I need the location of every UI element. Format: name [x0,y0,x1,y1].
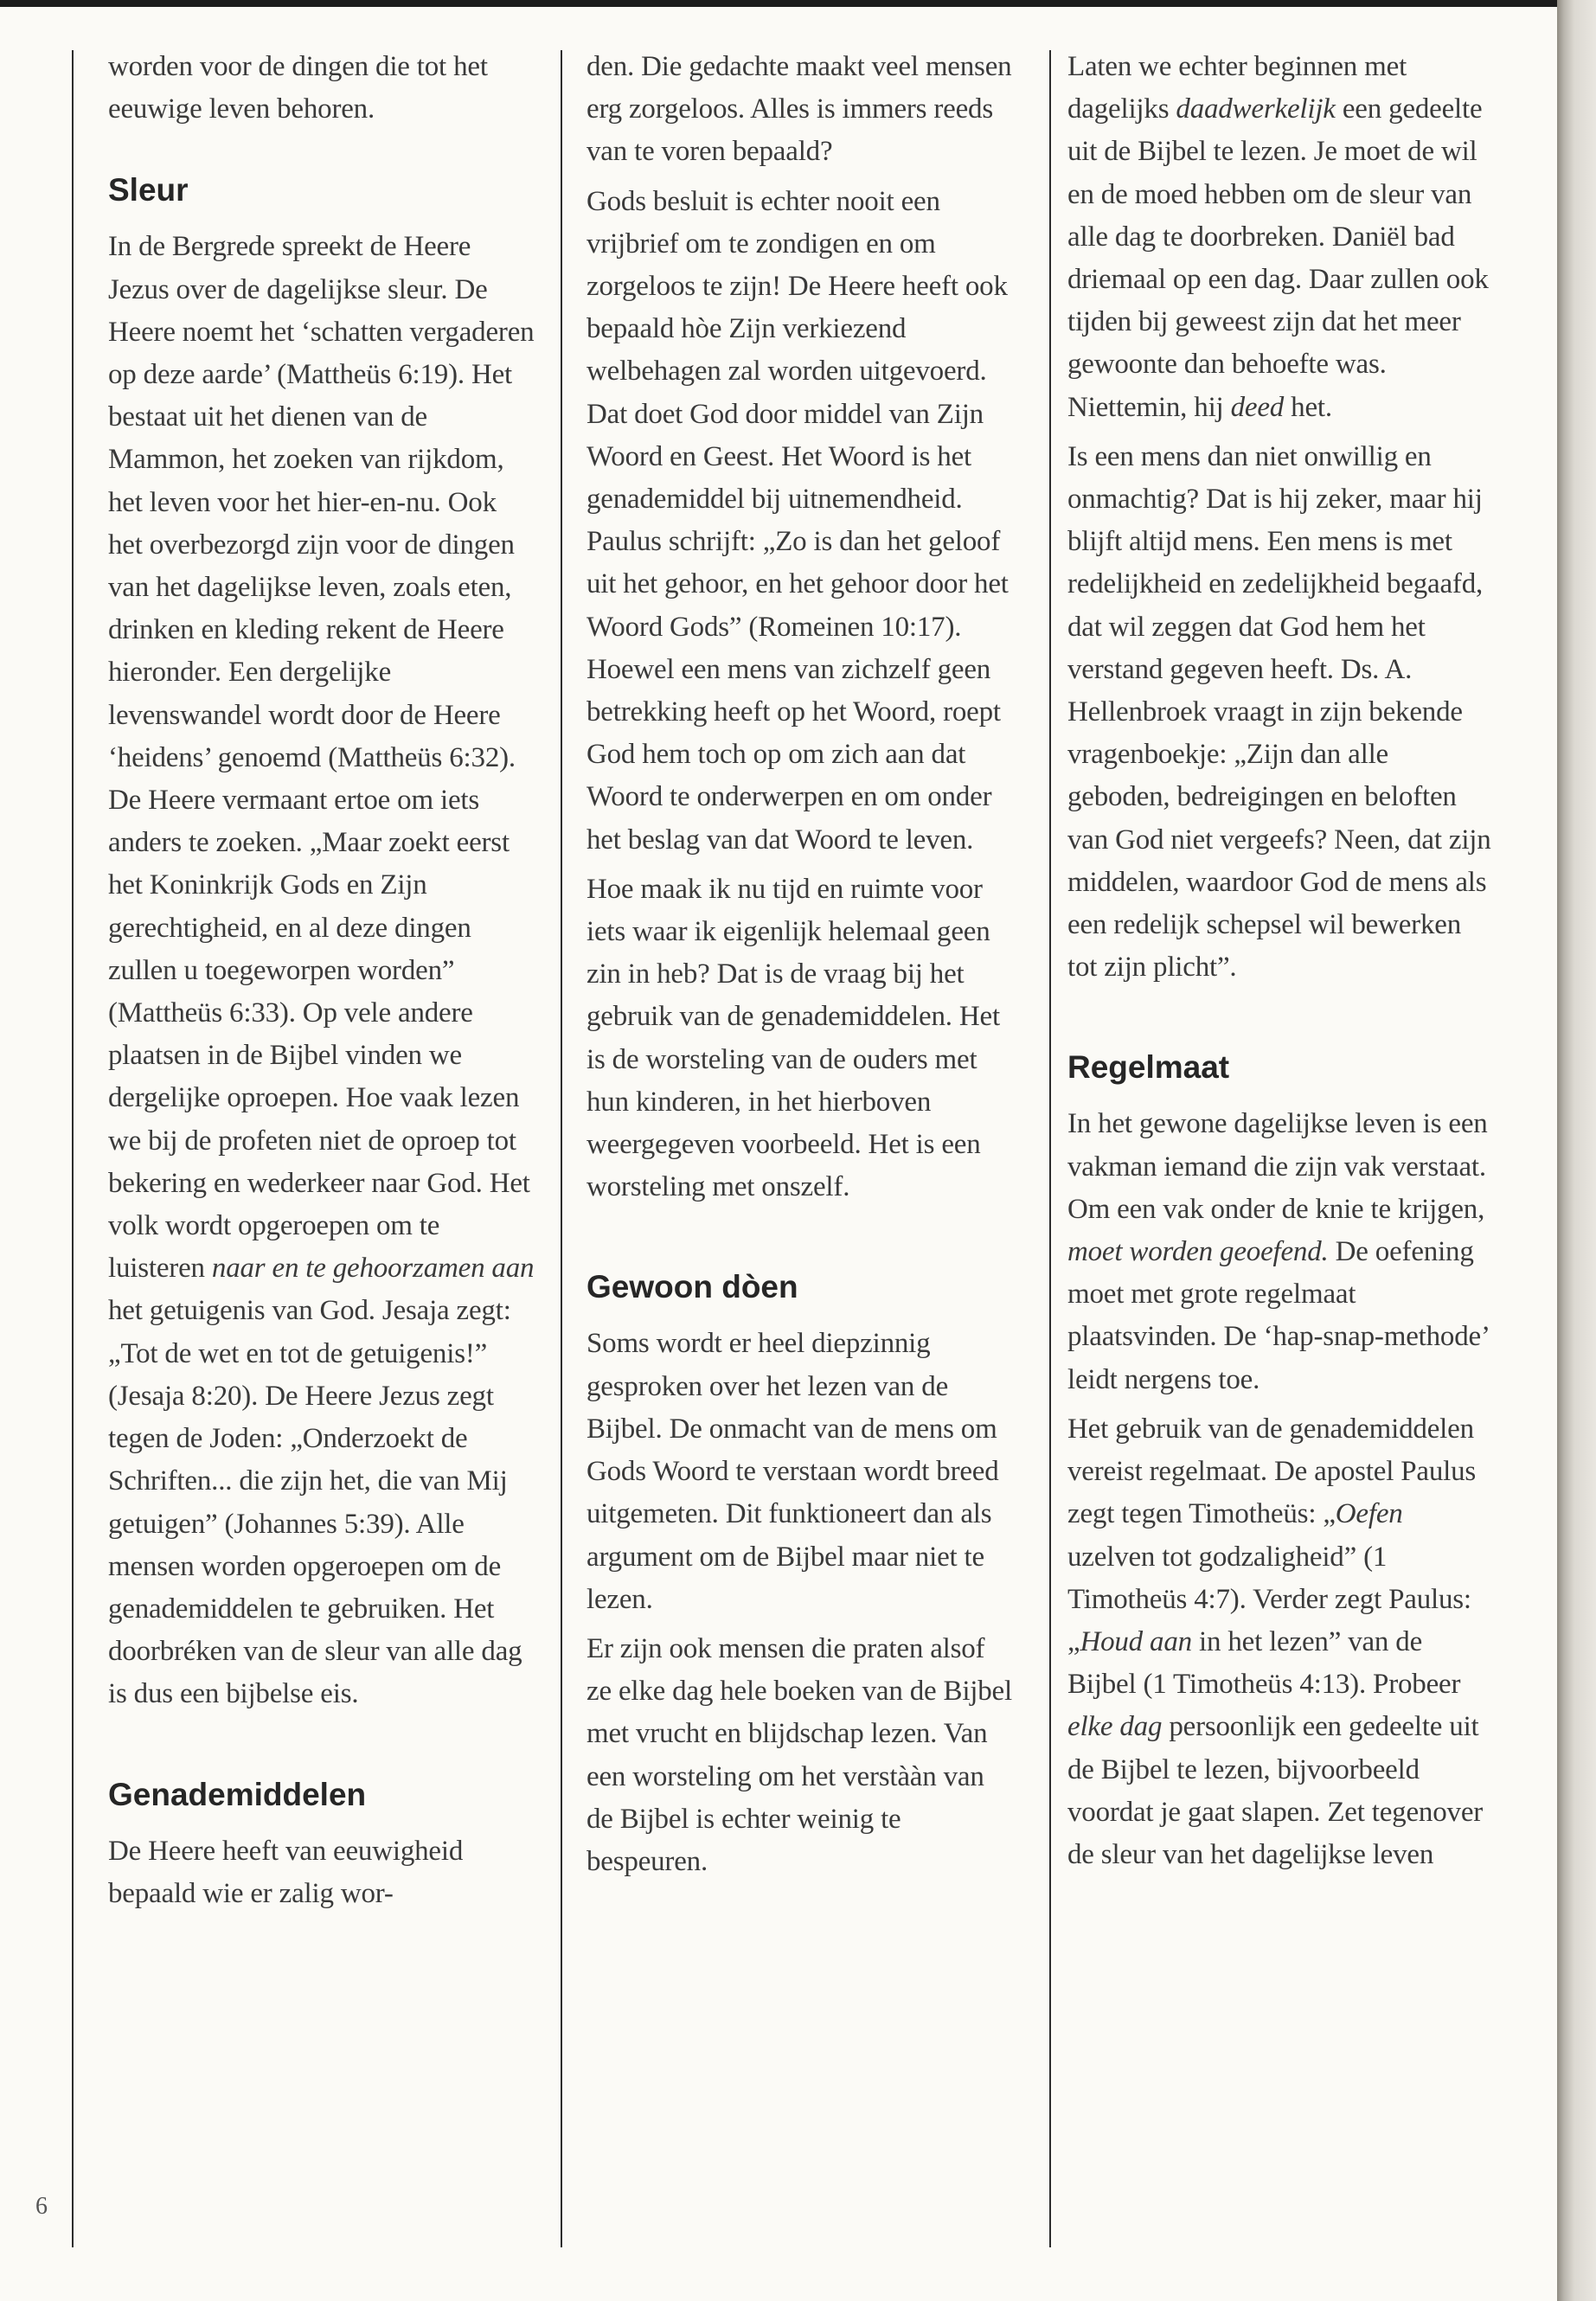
paragraph: den. Die gedachte maakt veel mensen erg zorgeloos. Alles is immers reeds van te voren bepaald? [586,51,1012,168]
page-number: 6 [35,2193,48,2220]
paragraph: Laten we echter beginnen met dagelijks daadwerkelijk een gedeelte uit de Bijbel te lezen. Je moet de wil en de moed hebben om de sleur van alle dag te doorbreken. Daniël bad driemaal op een dag. Daar zullen ook tijden bij geweest zijn dat het meer gewoonte dan behoefte was. Niettemin, hij deed het. [1067,51,1489,423]
paragraph: Er zijn ook mensen die praten alsof ze elke dag hele boeken van de Bijbel met vrucht en blijdschap lezen. Van een worsteling om het verstààn van de Bijbel is echter weinig te bespeuren. [586,1632,1012,1877]
paragraph: worden voor de dingen die tot het eeuwige leven behoren. [108,51,488,125]
section-heading-gewoon-doen: Gewoon dòen [586,1269,798,1305]
paragraph: Gods besluit is echter nooit een vrijbrief om te zondigen en om zorgeloos te zijn! De Heere heeft ook bepaald hòe Zijn verkiezend welbehagen zal worden uitgevoerd. Dat doet God door middel van Zijn Woord en Geest. Het Woord is het genademiddel bij uitnemendheid. Paulus schrijft: „Zo is dan het geloof uit het gehoor, en het gehoor door het Woord Gods” (Romeinen 10:17). Hoewel een mens van zichzelf geen betrekking heeft op het Woord, roept God hem toch op om zich aan dat Woord te onderwerpen en om onder het beslag van dat Woord te leven. [586,185,1009,856]
paragraph: In het gewone dagelijkse leven is een vakman iemand die zijn vak verstaat. Om een vak onder de knie te krijgen, moet worden geoefend. De oefening moet met grote regelmaat plaatsvinden. De ‘hap-snap-methode’ leidt nergens toe. [1067,1108,1489,1395]
column-rule-middle [561,50,562,2247]
section-heading-genademiddelen: Genademiddelen [108,1776,367,1812]
paragraph: De Heere heeft van eeuwigheid bepaald wie er zalig wor- [108,1835,464,1909]
column-rule-right [1049,50,1051,2247]
paragraph: Het gebruik van de genademiddelen vereist regelmaat. De apostel Paulus zegt tegen Timotheüs: „Oefen uzelven tot godzaligheid” (1 Timotheüs 4:7). Verder zegt Paulus: „Houd aan in het lezen” van de Bijbel (1 Timotheüs 4:13). Probeer elke dag persoonlijk een gedeelte uit de Bijbel te lezen, bijvoorbeeld voordat je gaat slapen. Zet tegenover de sleur van het dagelijkse leven [1067,1413,1484,1870]
paragraph: Hoe maak ik nu tijd en ruimte voor iets waar ik eigenlijk helemaal geen zin in heb? Dat is de vraag bij het gebruik van de genademiddelen. Het is de worsteling van de ouders met hun kinderen, in het hierboven weergegeven voorbeeld. Het is een worsteling met onszelf. [586,873,1000,1203]
text-column-2 [586,46,1015,1883]
paragraph: Is een mens dan niet onwillig en onmachtig? Dat is hij zeker, maar hij blijft altijd mens. Een mens is met redelijkheid en zedelijkheid begaafd, dat wil zeggen dat God hem het verstand gegeven heeft. Ds. A. Hellenbroek vraagt in zijn bekende vragenboekje: „Zijn dan alle geboden, bedreigingen en beloften van God niet vergeefs? Neen, dat zijn middelen, waardoor God de mens als een redelijk schepsel wil bewerken tot zijn plicht”. [1067,440,1491,984]
column-rule-left [72,50,74,2247]
section-heading-regelmaat: Regelmaat [1067,1049,1230,1086]
section-heading-sleur: Sleur [108,172,189,208]
top-rule [0,0,1557,7]
text-column-3 [1067,46,1496,1876]
paragraph: In de Bergrede spreekt de Heere Jezus over de dagelijkse sleur. De Heere noemt het ‘schatten vergaderen op deze aarde’ (Mattheüs 6:19). Het bestaat uit het dienen van de Mammon, het zoeken van rijkdom, het leven voor het hier-en-nu. Ook het overbezorgd zijn voor de dingen van het dagelijkse leven, zoals eten, drinken en kleding rekent de Heere hieronder. Een dergelijke levenswandel wordt door de Heere ‘heidens’ genoemd (Mattheüs 6:32). De Heere vermaant ertoe om iets anders te zoeken. „Maar zoekt eerst het Koninkrijk Gods en Zijn gerechtigheid, en al deze dingen zullen u toegeworpen worden” (Mattheüs 6:33). Op vele andere plaatsen in de Bijbel vinden we dergelijke oproepen. Hoe vaak lezen we bij de profeten niet de oproep tot bekering en wederkeer naar God. Het volk wordt opgeroepen om te luisteren naar en te gehoorzamen aan het getuigenis van God. Jesaja zegt: „Tot de wet en tot de getuigenis!” (Jesaja 8:20). De Heere Jezus zegt tegen de Joden: „Onderzoekt de Schriften... die zijn het, die van Mij getuigen” (Johannes 5:39). Alle mensen worden opgeroepen om de genademiddelen te gebruiken. Het doorbréken van de sleur van alle dag is dus een bijbelse eis. [108,231,535,1710]
paragraph: Soms wordt er heel diepzinnig gesproken over het lezen van de Bijbel. De onmacht van de mens om Gods Woord te verstaan wordt breed uitgemeten. Dit funktioneert dan als argument om de Bijbel maar niet te lezen. [586,1328,999,1615]
text-column-1 [108,46,536,1915]
page-edge-shadow [1557,0,1596,2301]
